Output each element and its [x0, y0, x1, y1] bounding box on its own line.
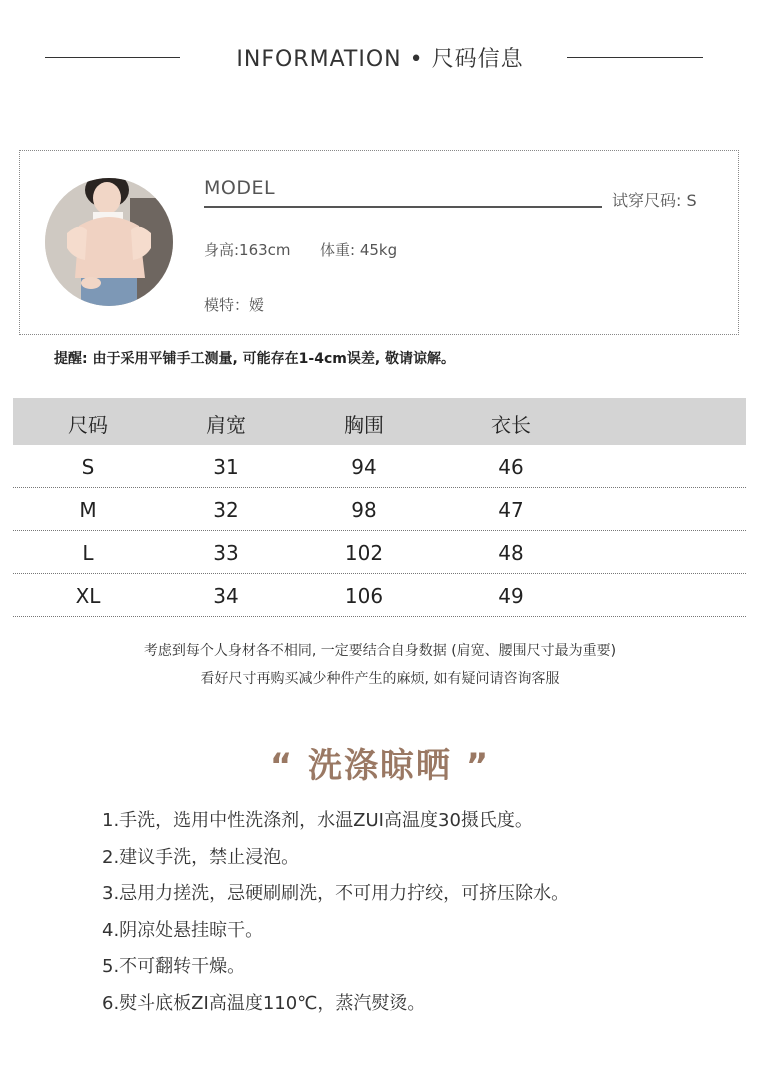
model-info-box [19, 150, 739, 335]
cell-size: M [79, 498, 97, 522]
try-size: 试穿尺码: S [612, 191, 697, 210]
cell-shoulder: 34 [213, 584, 239, 608]
model-label: MODEL [204, 177, 276, 199]
cell-shoulder: 32 [213, 498, 239, 522]
cell-size: S [81, 455, 95, 479]
list-item: 3.忌用力搓洗，忌硬刷刷洗，不可用力拧绞，可挤压除水。 [102, 883, 570, 904]
model-avatar [45, 178, 173, 306]
table-row [13, 531, 746, 574]
cell-length: 46 [498, 455, 524, 479]
table-row [13, 574, 746, 617]
header-title: INFORMATION • 尺码信息 [236, 47, 524, 72]
cell-size: XL [75, 584, 101, 608]
size-table-header [13, 398, 746, 445]
header-line-right [567, 57, 703, 58]
cell-bust: 102 [344, 541, 384, 565]
cell-bust: 106 [344, 584, 384, 608]
cell-shoulder: 31 [213, 455, 239, 479]
header-bust: 胸围 [344, 413, 384, 437]
advice-line-1: 考虑到每个人身材各不相同, 一定要结合自身数据 (肩宽、腰围尺寸最为重要) [143, 643, 617, 659]
cell-length: 48 [498, 541, 524, 565]
table-row [13, 488, 746, 531]
header-length: 衣长 [491, 413, 531, 437]
advice-line-2: 看好尺寸再购买减少种件产生的麻烦, 如有疑问请咨询客服 [200, 671, 560, 687]
header-shoulder: 肩宽 [206, 413, 246, 437]
model-underline [204, 206, 602, 208]
list-item: 4.阴凉处悬挂晾干。 [102, 919, 264, 941]
section-header [0, 40, 760, 76]
wash-title: “ 洗涤晾晒 ” [269, 746, 491, 786]
list-item: 1.手洗，选用中性洗涤剂，水温ZUI高温度30摄氏度。 [102, 810, 533, 831]
cell-size: L [82, 541, 94, 565]
model-name: 模特：嫒 [204, 296, 265, 314]
wash-instructions [102, 808, 569, 1027]
cell-bust: 98 [351, 498, 377, 522]
model-height: 身高:163cm [204, 241, 291, 259]
cell-length: 49 [498, 584, 524, 608]
header-size: 尺码 [68, 413, 108, 437]
list-item: 2.建议手洗，禁止浸泡。 [102, 846, 300, 868]
model-weight: 体重: 45kg [320, 241, 398, 259]
cell-shoulder: 33 [213, 541, 239, 565]
cell-length: 47 [498, 498, 524, 522]
table-row [13, 445, 746, 488]
measurement-note: 提醒: 由于采用平铺手工测量, 可能存在1-4cm误差, 敬请谅解。 [54, 351, 456, 367]
list-item: 5.不可翻转干燥。 [102, 956, 246, 977]
cell-bust: 94 [351, 455, 377, 479]
list-item: 6.熨斗底板ZI高温度110℃，蒸汽熨烫。 [102, 992, 426, 1014]
size-table [13, 398, 746, 617]
